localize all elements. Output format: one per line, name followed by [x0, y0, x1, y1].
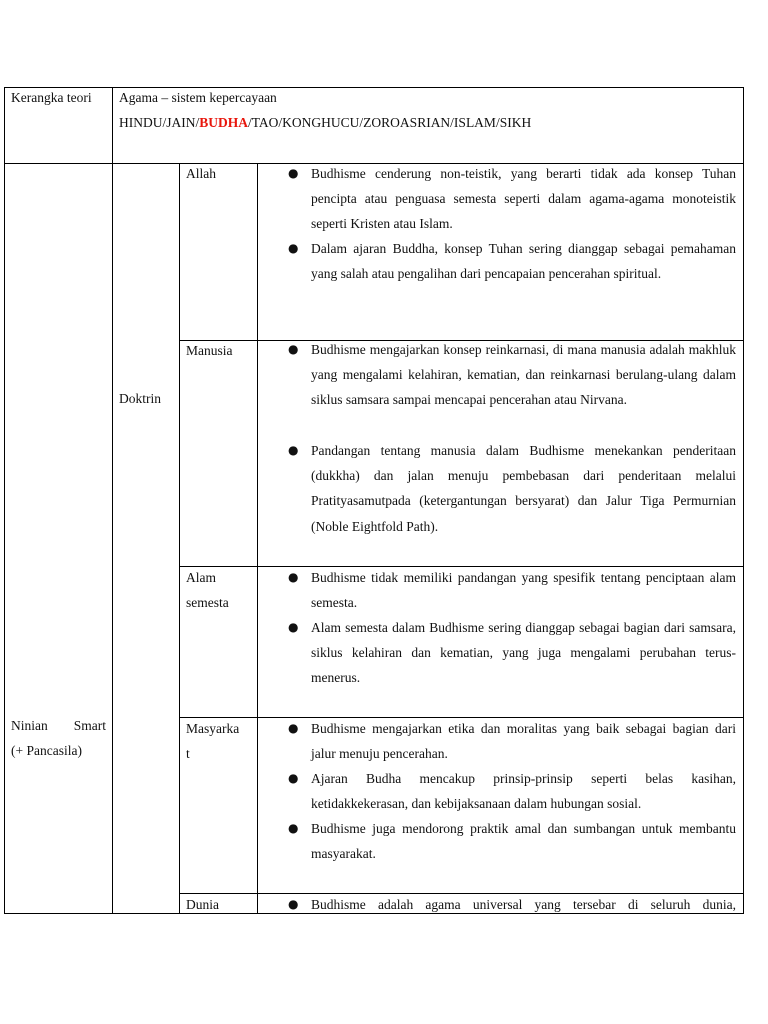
bullet-text: Budhisme adalah agama universal yang tersebar di seluruh dunia,	[311, 897, 736, 912]
bullet-text: Budhisme mengajarkan etika dan moralitas yang baik sebagai bagian dari jalur menuju pencerahan.	[311, 721, 736, 762]
bullet-text: Ajaran Budha mencakup prinsip-prinsip seperti belas kasihan, ketidakkekerasan, dan kebijaksanaan dalam hubungan sosial.	[311, 771, 736, 812]
framework-label-line2: (+ Pancasila)	[11, 743, 82, 758]
column-divider-3	[257, 163, 258, 914]
bullet-text: Alam semesta dalam Budhisme sering dianggap sebagai bagian dari samsara, siklus kelahiran dan kematian, yang juga mengalami perubahan terus-menerus.	[311, 620, 736, 686]
bullet-icon: ●	[288, 821, 299, 835]
bullet-icon: ●	[288, 166, 299, 180]
bullet-icon: ●	[288, 241, 299, 255]
header-framework-label: Kerangka teori	[11, 90, 92, 105]
topic-masyarakat-line1: Masyarka	[186, 721, 240, 736]
bullet-icon: ●	[288, 721, 299, 735]
religion-list-before: HINDU/JAIN/	[119, 115, 200, 130]
table-border-top	[4, 87, 744, 88]
religion-list-after: /TAO/KONGHUCU/ZOROASRIAN/ISLAM/SIKH	[248, 115, 532, 130]
topic-allah: Allah	[186, 166, 216, 181]
bullet-icon: ●	[288, 897, 299, 911]
header-religion-system-label: Agama – sistem kepercayaan	[119, 90, 277, 105]
topic-dunia: Dunia	[186, 897, 219, 912]
topic-alam-line1: Alam	[186, 570, 216, 585]
bullet-icon: ●	[288, 342, 299, 356]
bullet-text: Budhisme juga mendorong praktik amal dan sumbangan untuk membantu masyarakat.	[311, 821, 736, 862]
topic-alam-line2: semesta	[186, 595, 229, 610]
table-border-left	[4, 87, 5, 914]
table-border-right	[743, 87, 744, 914]
topic-masyarakat-line2: t	[186, 746, 190, 761]
religion-highlight-budha: BUDHA	[199, 115, 249, 130]
bullet-icon: ●	[288, 771, 299, 785]
column-divider-2	[179, 163, 180, 914]
framework-label-line1: Ninian Smart	[11, 718, 106, 733]
bullet-text: Pandangan tentang manusia dalam Budhisme menekankan penderitaan (dukkha) dan jalan menuju pembebasan dari penderitaan melalui Pratityasamutpada (ketergantungan bersyarat) dan Jalur Tiga Permurnian (Noble Eightfold Path).	[311, 443, 736, 534]
bullet-text: Budhisme mengajarkan konsep reinkarnasi, di mana manusia adalah makhluk yang mengalami kelahiran, kematian, dan reinkarnasi berulang-ulang dalam siklus samsara sampai mencapai pencerahan atau Nirvana.	[311, 342, 736, 408]
bullet-icon: ●	[288, 620, 299, 634]
bullet-text: Budhisme tidak memiliki pandangan yang spesifik tentang penciptaan alam semesta.	[311, 570, 736, 611]
bullet-icon: ●	[288, 443, 299, 457]
bullet-icon: ●	[288, 570, 299, 584]
topic-manusia: Manusia	[186, 343, 233, 358]
header-religion-list	[119, 114, 531, 131]
bullet-text: Budhisme cenderung non-teistik, yang berarti tidak ada konsep Tuhan pencipta atau penguasa semesta seperti dalam agama-agama monoteistik seperti Kristen atau Islam.	[311, 166, 736, 232]
bullet-text: Dalam ajaran Buddha, konsep Tuhan sering dianggap sebagai pemahaman yang salah atau pengalihan dari pencapaian pencerahan spiritual.	[311, 241, 736, 282]
dimension-label: Doktrin	[119, 391, 161, 406]
column-divider-1	[112, 87, 113, 914]
